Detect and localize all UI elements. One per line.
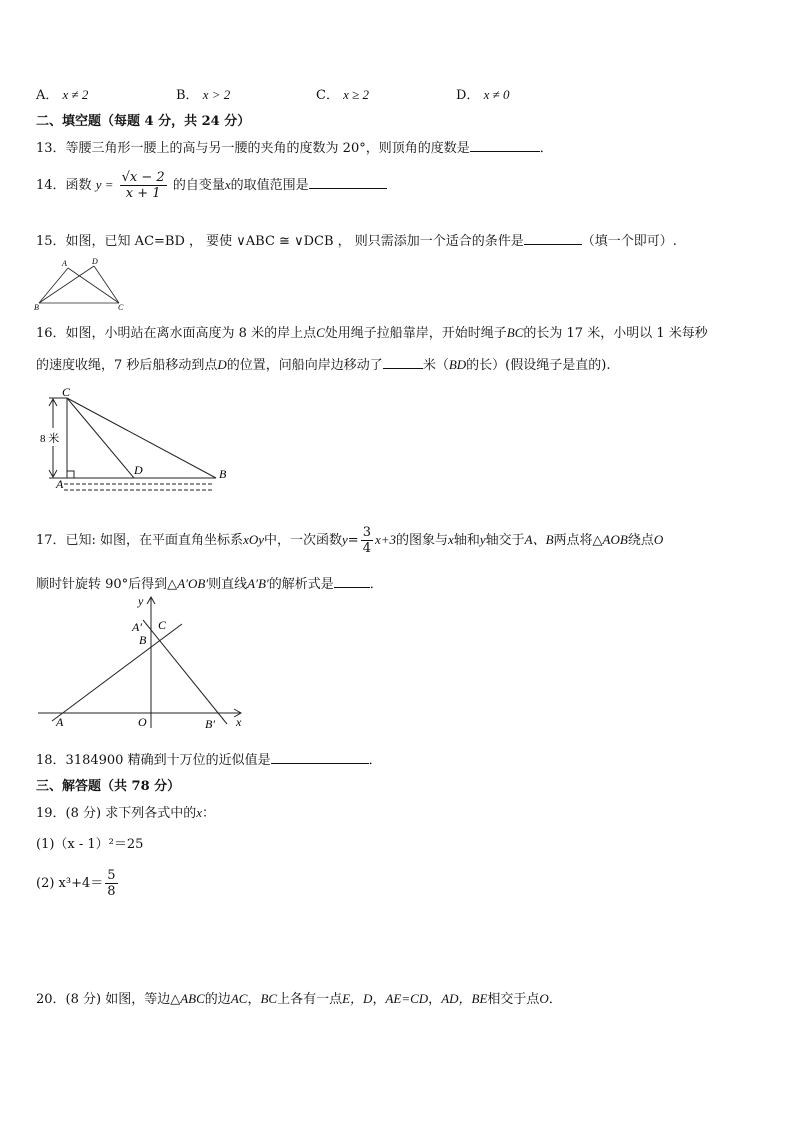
- label-height: 8 米: [40, 433, 60, 445]
- label-O: O: [138, 715, 147, 729]
- q19-fraction: $\frac{5}{8}$: [107, 868, 116, 899]
- label-B: B: [34, 303, 39, 311]
- label-A-prime: A′: [132, 620, 142, 634]
- option-d: D． x ≠ 0: [456, 87, 510, 103]
- label-B: B: [219, 467, 227, 481]
- q17-fraction: $\frac{3}{4}$: [362, 525, 371, 556]
- question-17-line-1: 17．已知: 如图，在平面直角坐标系xOy中，一次函数y= $\frac{3}{4}$ x+3的图象与x轴和y轴交于A、B两点将△AOB绕点O: [36, 525, 664, 556]
- answer-blank-14[interactable]: [309, 176, 387, 189]
- label-A: A: [62, 259, 67, 268]
- q14-fraction: $\frac{√x - 2}{x + 1}$: [121, 170, 165, 201]
- label-y: y: [138, 594, 144, 608]
- answer-blank-16[interactable]: [383, 356, 423, 369]
- q16-figure: [34, 386, 244, 498]
- option-c: C． x ≥ 2: [316, 87, 369, 103]
- question-20: 20．(8 分) 如图，等边△ABC的边AC，BC上各有一点E，D，AE=CD，AD，BE相交于点O．: [36, 991, 562, 1007]
- label-D: D: [92, 257, 98, 266]
- label-B-prime: B′: [205, 717, 215, 731]
- answer-blank-13[interactable]: [470, 139, 540, 152]
- answer-blank-18[interactable]: [271, 751, 369, 764]
- label-A: A: [56, 477, 64, 491]
- question-16-line-1: 16．如图，小明站在离水面高度为 8 米的岸上点C处用绳子拉船靠岸，开始时绳子BC的长为 17 米，小明以 1 米每秒: [36, 325, 708, 341]
- question-15: 15．如图，已知 AC=BD ， 要使 ∨ABC ≅ ∨DCB ， 则只需添加一个适合的条件是 （填一个即可）.: [36, 234, 677, 249]
- question-18: 18．3184900 精确到十万位的近似值是 ．: [36, 753, 382, 768]
- label-A: A: [56, 715, 64, 729]
- answer-blank-17[interactable]: [334, 575, 370, 588]
- section-3-title: 三、解答题（共 78 分）: [36, 779, 181, 794]
- label-C: C: [62, 386, 71, 399]
- q17-figure: [34, 592, 254, 734]
- q15-figure: [30, 255, 130, 311]
- option-a: A． x ≠ 2: [36, 87, 89, 103]
- label-x: x: [236, 715, 242, 729]
- label-C: C: [158, 618, 167, 632]
- question-13: 13．等腰三角形一腰上的高与另一腰的夹角的度数为 20°，则顶角的度数是 ．: [36, 141, 553, 156]
- question-19: 19．(8 分) 求下列各式中的x：: [36, 805, 216, 821]
- answer-blank-15[interactable]: [524, 232, 582, 245]
- question-19-part-1: (1)（x - 1）²＝25: [36, 837, 144, 852]
- section-2-title: 二、填空题（每题 4 分，共 24 分）: [36, 114, 251, 129]
- label-D: D: [134, 463, 143, 477]
- question-16-line-2: 的速度收绳，7 秒后船移动到点D的位置，问船向岸边移动了 米（BD的长）(假设绳子是直的).: [36, 357, 611, 373]
- option-b: B． x > 2: [176, 87, 231, 103]
- question-14: 14．函数 y = $\frac{√x - 2}{x + 1}$ 的自变量x的取值范围是: [36, 170, 387, 201]
- q12-options: [36, 84, 509, 103]
- question-17-line-2: 顺时针旋转 90°后得到△A′OB′则直线A′B′的解析式是 ．: [36, 576, 383, 592]
- question-19-part-2: (2) x³+4＝ $\frac{5}{8}$: [36, 868, 116, 899]
- label-B: B: [139, 633, 147, 647]
- label-C: C: [118, 303, 124, 311]
